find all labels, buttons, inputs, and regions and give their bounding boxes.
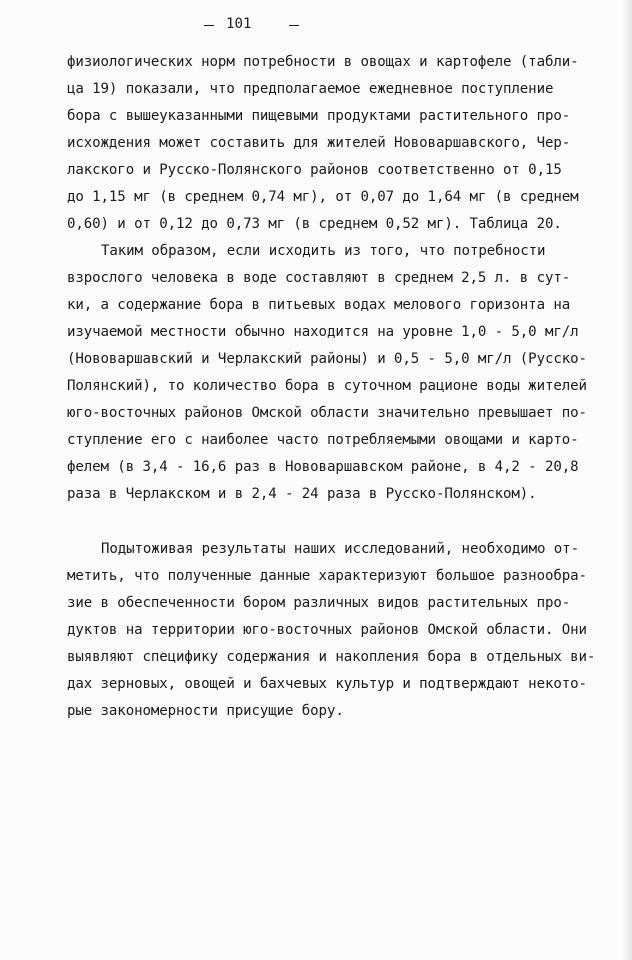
page-number: 101	[226, 16, 252, 32]
text-line: Полянский), то количество бора в суточном рационе воды жителей	[67, 378, 587, 394]
text-line: 0,60) и от 0,12 до 0,73 мг (в среднем 0,52 мг). Таблица 20.	[67, 216, 562, 232]
text-line: исхождения может составить для жителей Нововаршавского, Чер-	[67, 135, 571, 151]
text-line: до 1,15 мг (в среднем 0,74 мг), от 0,07 до 1,64 мг (в среднем	[67, 189, 579, 205]
text-line: Подытоживая результаты наших исследований, необходимо от-	[101, 541, 579, 557]
page-edge-shadow	[622, 0, 632, 960]
text-line: ца 19) показали, что предполагаемое ежедневное поступление	[67, 81, 554, 97]
text-line: метить, что полученные данные характеризуют большое разнообра-	[67, 568, 587, 584]
text-line: ступление его с наиболее часто потребляемыми овощами и карто-	[67, 432, 579, 448]
text-line: дуктов на территории юго-восточных районов Омской области. Они	[67, 622, 587, 638]
text-line: бора с вышеуказанными пищевыми продуктами растительного про-	[67, 108, 571, 124]
text-line: физиологических норм потребности в овощах и картофеле (табли-	[67, 54, 579, 70]
text-line: Таким образом, если исходить из того, что потребности	[101, 243, 546, 259]
text-line: юго-восточных районов Омской области значительно превышает по-	[67, 405, 587, 421]
text-line: изучаемой местности обычно находится на уровне 1,0 - 5,0 мг/л	[67, 324, 579, 340]
text-line: (Нововаршавский и Черлакский районы) и 0,5 - 5,0 мг/л (Русско-	[67, 351, 587, 367]
text-line: ки, а содержание бора в питьевых водах мелового горизонта на	[67, 297, 571, 313]
text-line: лакского и Русско-Полянского районов соответственно от 0,15	[67, 162, 562, 178]
text-line: взрослого человека в воде составляют в среднем 2,5 л. в сут-	[67, 270, 571, 286]
text-line: рые закономерности присущие бору.	[67, 703, 344, 719]
text-line: фелем (в 3,4 - 16,6 раз в Нововаршавском районе, в 4,2 - 20,8	[67, 459, 579, 475]
text-line: раза в Черлакском и в 2,4 - 24 раза в Русско-Полянском).	[67, 486, 537, 502]
text-line: зие в обеспеченности бором различных видов растительных про-	[67, 595, 571, 611]
text-line: дах зерновых, овощей и бахчевых культур и подтверждают некото-	[67, 676, 587, 692]
text-line: выявляют специфику содержания и накопления бора в отдельных ви-	[67, 649, 596, 665]
